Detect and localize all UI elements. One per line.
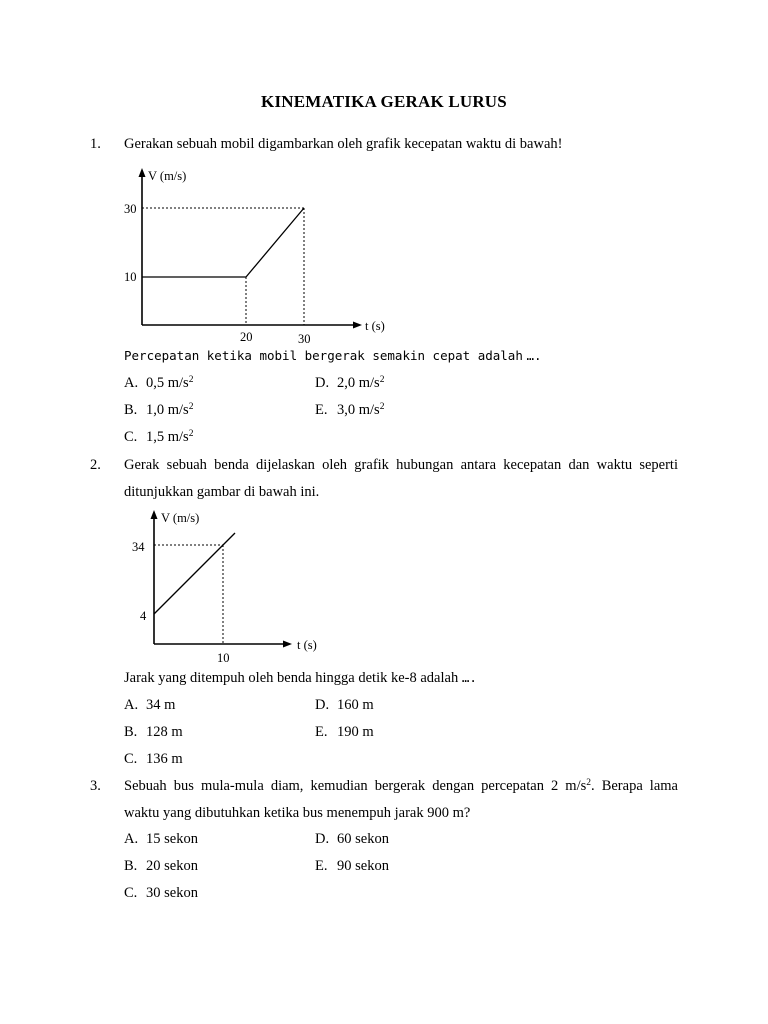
chart-2-x-tick-10: 10 [217, 651, 230, 665]
question-1-number: 1. [90, 136, 101, 152]
question-2-prompt: Jarak yang ditempuh oleh benda hingga detik ke-8 adalah …. [124, 670, 477, 686]
question-1-prompt: Percepatan ketika mobil bergerak semakin cepat adalah …. [124, 348, 542, 363]
chart-2-y-axis-arrow [151, 510, 158, 519]
question-2-text-line-1: Gerak sebuah benda dijelaskan oleh grafik hubungan antara kecepatan dan waktu seperti [124, 457, 678, 473]
chart-1-x-tick-30: 30 [298, 332, 311, 346]
question-2-text-line-2: ditunjukkan gambar di bawah ini. [124, 484, 320, 500]
q1-option-d[interactable]: D. 2,0 $m/s^2$ [315, 375, 385, 391]
q3-option-d[interactable]: D. 60 sekon [315, 831, 389, 847]
chart-2-x-axis-arrow [283, 641, 292, 648]
q3-option-e[interactable]: E. 90 sekon [315, 858, 389, 874]
q3-option-a[interactable]: A. 15 sekon [124, 831, 198, 847]
q2-option-e[interactable]: E. 190 m [315, 724, 374, 740]
q1-option-b[interactable]: B. 1,0 $m/s^2$ [124, 402, 194, 418]
chart-2-y-tick-34: 34 [132, 540, 145, 554]
q2-option-a[interactable]: A. 34 m [124, 697, 176, 713]
q1-option-e[interactable]: E. 3,0 $m/s^2$ [315, 402, 385, 418]
question-1-text: Gerakan sebuah mobil digambarkan oleh grafik kecepatan waktu di bawah! [124, 136, 563, 152]
q2-option-b[interactable]: B. 128 m [124, 724, 183, 740]
chart-1-y-tick-10: 10 [124, 270, 137, 284]
question-3-number: 3. [90, 778, 101, 794]
chart-2-y-label: V (m/s) [161, 511, 200, 525]
chart-2-y-tick-4: 4 [140, 609, 147, 623]
q1-option-a[interactable]: A. 0,5 $m/s^2$ [124, 375, 194, 391]
page-title: KINEMATIKA GERAK LURUS [261, 92, 507, 111]
chart-1-x-label: t (s) [365, 319, 385, 333]
chart-1-x-tick-20: 20 [240, 330, 253, 344]
question-3-text-line-2: waktu yang dibutuhkan ketika bus menempuh jarak 900 m? [124, 805, 471, 821]
q3-option-c[interactable]: C. 30 sekon [124, 885, 198, 901]
q2-option-c[interactable]: C. 136 m [124, 751, 183, 767]
q2-option-d[interactable]: D. 160 m [315, 697, 374, 713]
chart-1-y-tick-30: 30 [124, 202, 137, 216]
question-2-number: 2. [90, 457, 101, 473]
q3-option-b[interactable]: B. 20 sekon [124, 858, 198, 874]
question-3-text-line-1: Sebuah bus mula-mula diam, kemudian bergerak dengan percepatan 2 $m/s^2$. Berapa lama [124, 778, 678, 794]
q1-option-c[interactable]: C. 1,5 $m/s^2$ [124, 429, 194, 445]
chart-2-x-label: t (s) [297, 638, 317, 652]
chart-1-y-label: V (m/s) [148, 169, 187, 183]
